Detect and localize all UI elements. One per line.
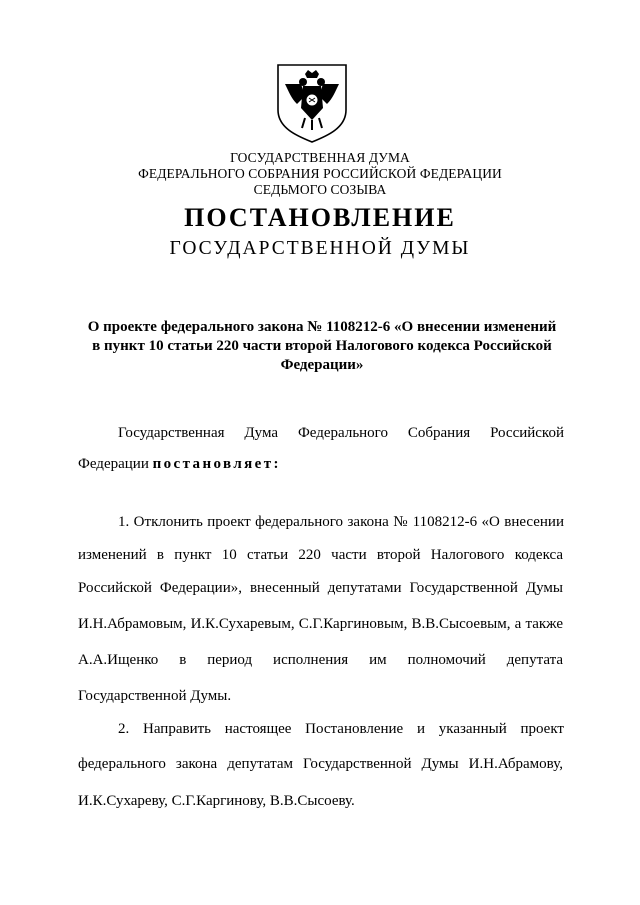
item1-line-1: 1. Отклонить проект федерального закона № 1108212-6 «О внесении (118, 514, 564, 530)
item2-line-1: 2. Направить настоящее Постановление и указанный проект (118, 721, 564, 737)
coat-of-arms-icon (275, 62, 349, 144)
document-title: ПОСТАНОВЛЕНИЕ (184, 203, 456, 232)
header-line-convocation: СЕДЬМОГО СОЗЫВА (253, 182, 387, 197)
preamble-text: Федерации (78, 456, 153, 472)
item2-line-2: федерального закона депутатам Государственной Думы И.Н.Абрамову, (78, 756, 563, 772)
item2-line-3: И.К.Сухареву, С.Г.Каргинову, В.В.Сысоеву. (78, 793, 355, 809)
item1-line-3: Российской Федерации», внесенный депутатами Государственной Думы (78, 580, 563, 596)
document-subtitle: ГОСУДАРСТВЕННОЙ ДУМЫ (169, 238, 471, 259)
document-subject: О проекте федерального закона № 1108212-6 «О внесении изменений в пункт 10 статьи 220 части второй Налогового кодекса Российской Федерации» (87, 319, 557, 373)
item1-line-5: А.А.Ищенко в период исполнения им полномочий депутата (78, 652, 563, 668)
preamble-line-2 (78, 456, 563, 473)
item1-line-2: изменений в пункт 10 статьи 220 части второй Налогового кодекса (78, 547, 563, 563)
item1-line-4: И.Н.Абрамовым, И.К.Сухаревым, С.Г.Каргиновым, В.В.Сысоевым, а также (78, 616, 563, 632)
decree-verb: постановляет: (152, 456, 281, 472)
header-line-assembly: ФЕДЕРАЛЬНОГО СОБРАНИЯ РОССИЙСКОЙ ФЕДЕРАЦИИ (138, 166, 502, 181)
item1-line-6: Государственной Думы. (78, 688, 232, 704)
preamble-line-1: Государственная Дума Федерального Собрания Российской (118, 425, 564, 441)
header-line-duma: ГОСУДАРСТВЕННАЯ ДУМА (230, 150, 410, 165)
